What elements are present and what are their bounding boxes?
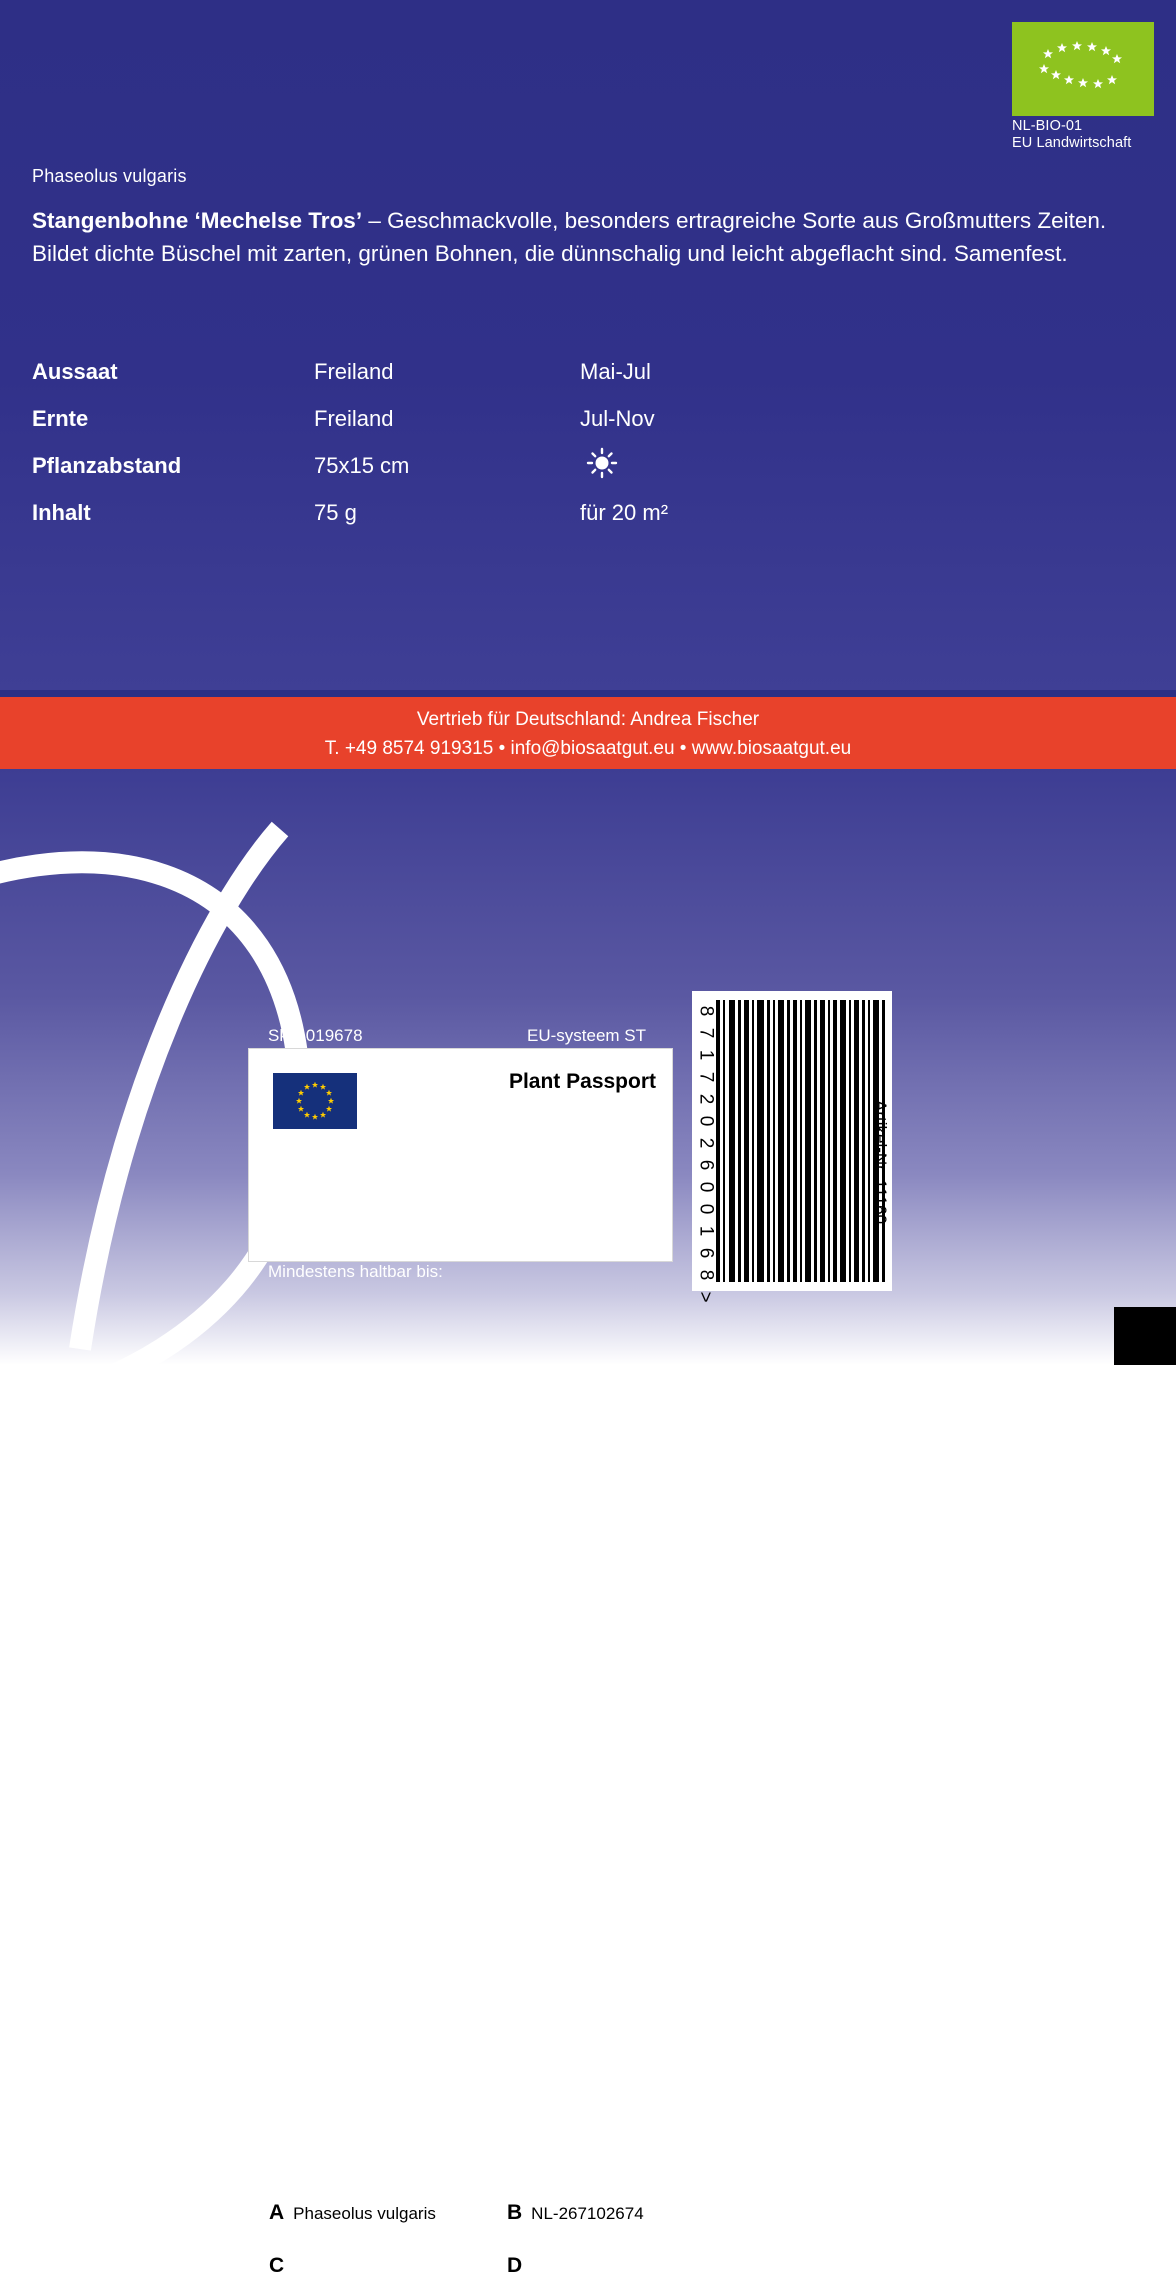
- distributor-contact-band: [0, 697, 1176, 769]
- latin-name: Phaseolus vulgaris: [32, 166, 187, 186]
- plant-passport-title: Plant Passport: [508, 1070, 656, 1093]
- barcode-digit: 8: [694, 1269, 716, 1281]
- passport-field-c: [269, 2254, 293, 2278]
- row-label: Aussaat: [32, 358, 118, 384]
- passport-letter-d: D: [507, 2254, 523, 2277]
- barcode-digit: 6: [694, 1159, 716, 1171]
- top-info-panel: [0, 0, 1176, 690]
- barcode-digit: 8: [694, 1005, 716, 1017]
- product-description-text: – Geschmackvolle, besonders ertragreiche Sorte aus Großmutters Zeiten. Bildet dichte Büschel mit zarten, grünen Bohnen, die dünnschalig und leicht abgeflacht sind. Samenfest.: [32, 208, 1107, 266]
- eu-organic-leaf-icon: [1012, 22, 1154, 116]
- table-row: [32, 395, 792, 442]
- row-value: Freiland: [314, 405, 394, 431]
- row-value: Freiland: [314, 358, 394, 384]
- barcode-bars: [714, 1000, 886, 1282]
- row-label: Ernte: [32, 405, 89, 431]
- table-row: [32, 489, 792, 536]
- row-value: 75x15 cm: [314, 452, 410, 478]
- barcode-digit: 7: [694, 1071, 716, 1083]
- eu-flag-icon: [273, 1073, 357, 1129]
- row-value: 75 g: [314, 499, 357, 525]
- skal-label: Skal 019678: [268, 1026, 363, 1045]
- barcode-digit: 1: [694, 1225, 716, 1237]
- passport-value-a: Phaseolus vulgaris: [293, 2204, 436, 2223]
- barcode-digit: 0: [694, 1181, 716, 1193]
- barcode-digit: 1: [694, 1049, 716, 1061]
- barcode-digit: 7: [694, 1027, 716, 1039]
- passport-field-d: [507, 2254, 531, 2278]
- barcode-digit: 2: [694, 1137, 716, 1149]
- passport-letter-c: C: [269, 2254, 285, 2277]
- article-number: Artikel-Nr. 11160: [871, 1100, 890, 1225]
- table-row: [32, 442, 792, 489]
- table-row: [32, 348, 792, 395]
- barcode-digit: 0: [694, 1203, 716, 1215]
- passport-letter-b: B: [507, 2201, 523, 2224]
- passport-field-b: [507, 2201, 644, 2225]
- sun-icon: [580, 447, 624, 477]
- passport-value-b: NL-267102674: [531, 2204, 644, 2223]
- barcode-digit: 6: [694, 1247, 716, 1259]
- passport-field-a: [269, 2201, 436, 2225]
- row-label: Pflanzabstand: [32, 452, 182, 478]
- passport-letter-a: A: [269, 2201, 285, 2224]
- bio-code-line: NL-BIO-01: [1012, 118, 1083, 134]
- product-description: [32, 204, 1148, 270]
- distributor-line: Vertrieb für Deutschland: Andrea Fischer: [416, 709, 760, 730]
- contact-line: T. +49 8574 919315 • info@biosaatgut.eu • www.biosaatgut.eu: [324, 738, 852, 759]
- row-extra: Jul-Nov: [580, 405, 655, 431]
- barcode-number: [694, 1000, 716, 1303]
- row-extra: für 20 m²: [580, 499, 669, 525]
- cultivation-table: [32, 348, 792, 536]
- organic-certification-code: [1012, 118, 1162, 152]
- black-corner-mark: [1114, 1307, 1176, 1365]
- agriculture-label-line: EU Landwirtschaft: [1012, 135, 1132, 151]
- row-extra: [580, 447, 780, 485]
- row-label: Inhalt: [32, 499, 91, 525]
- barcode-digit: 2: [694, 1093, 716, 1105]
- barcode-digit: 0: [694, 1115, 716, 1127]
- barcode-guard: >: [694, 1291, 716, 1303]
- best-before-label: Mindestens haltbar bis:: [268, 1262, 443, 1281]
- product-title: Stangenbohne ‘Mechelse Tros’: [32, 208, 363, 233]
- eu-systeem-label: EU-systeem ST: [527, 1026, 647, 1045]
- row-extra: Mai-Jul: [580, 358, 651, 384]
